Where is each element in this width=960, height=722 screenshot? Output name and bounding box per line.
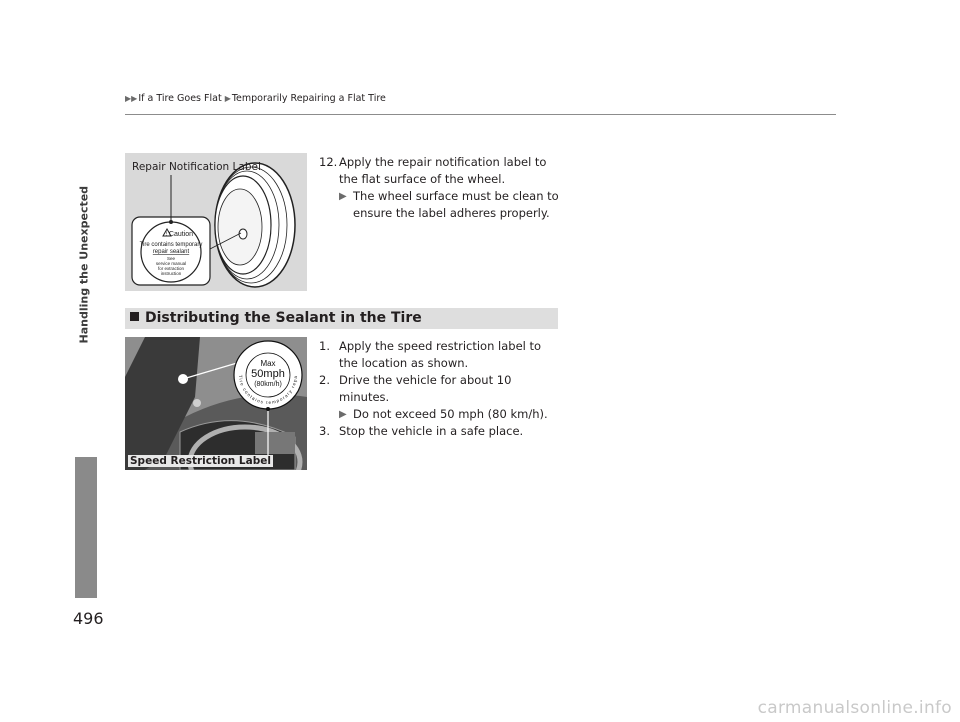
step-2 <box>319 372 559 406</box>
label-line3: See <box>166 256 176 261</box>
section-header <box>125 308 558 329</box>
steps-list <box>319 338 559 440</box>
header-rule <box>125 114 836 115</box>
label-line4: service manual <box>155 261 187 266</box>
step-2-note-text: Do not exceed 50 mph (80 km/h). <box>353 407 548 421</box>
dashboard-illustration <box>125 337 307 470</box>
side-tab <box>71 93 97 457</box>
breadcrumb-arrow-icon: ▶ <box>224 94 231 103</box>
breadcrumb <box>125 93 386 104</box>
step-3-text: Stop the vehicle in a safe place. <box>339 424 524 438</box>
repair-label-callout: Repair Notification Label <box>132 161 261 173</box>
speed-ring-text: Tire contains temporary repa <box>237 374 299 406</box>
repair-label-figure <box>125 153 307 291</box>
section-title: Distributing the Sealant in the Tire <box>145 310 422 326</box>
speed-kmh-text: (80km/h) <box>254 381 282 388</box>
step-2-text: Drive the vehicle for about 10 minutes. <box>339 373 512 404</box>
breadcrumb-arrow-icon: ▶▶ <box>125 94 138 103</box>
speed-max-text: Max <box>260 359 276 368</box>
step-12 <box>319 154 559 188</box>
breadcrumb-part1[interactable]: If a Tire Goes Flat <box>138 93 222 104</box>
step-12-block <box>319 154 559 222</box>
breadcrumb-part2[interactable]: Temporarily Repairing a Flat Tire <box>231 93 386 104</box>
step-1-number: 1. <box>319 339 330 353</box>
step-1 <box>319 338 559 372</box>
step-2-note <box>319 406 559 423</box>
step-12-note <box>319 188 559 222</box>
speed-label-figure <box>125 337 307 470</box>
side-tab-marker <box>75 457 97 598</box>
side-tab-label: Handling the Unexpected <box>77 185 91 344</box>
note-arrow-icon: ▶ <box>339 409 347 420</box>
step-12-text: Apply the repair notification label to the flat surface of the wheel. <box>339 155 547 186</box>
label-line6: instruction <box>160 271 182 276</box>
note-arrow-icon: ▶ <box>339 191 347 202</box>
label-line5: for extraction <box>157 266 185 271</box>
label-line2: repair sealant <box>152 249 190 255</box>
step-12-number: 12. <box>319 155 338 169</box>
label-line1: Tire contains temporary <box>139 242 203 248</box>
speed-mph-text: 50mph <box>251 368 285 380</box>
tire-illustration <box>125 153 307 291</box>
step-2-number: 2. <box>319 373 330 387</box>
speed-label-callout: Speed Restriction Label <box>130 455 271 467</box>
caution-text: Caution <box>168 231 194 238</box>
step-3-number: 3. <box>319 424 330 438</box>
watermark-logo: carmanualsonline.info <box>757 698 952 718</box>
section-square-icon <box>130 312 139 321</box>
step-1-text: Apply the speed restriction label to the location as shown. <box>339 339 542 370</box>
svg-text:!: ! <box>165 231 168 238</box>
page-number: 496 <box>73 609 104 628</box>
step-3 <box>319 423 559 440</box>
step-12-note-text: The wheel surface must be clean to ensure the label adheres properly. <box>353 189 559 220</box>
